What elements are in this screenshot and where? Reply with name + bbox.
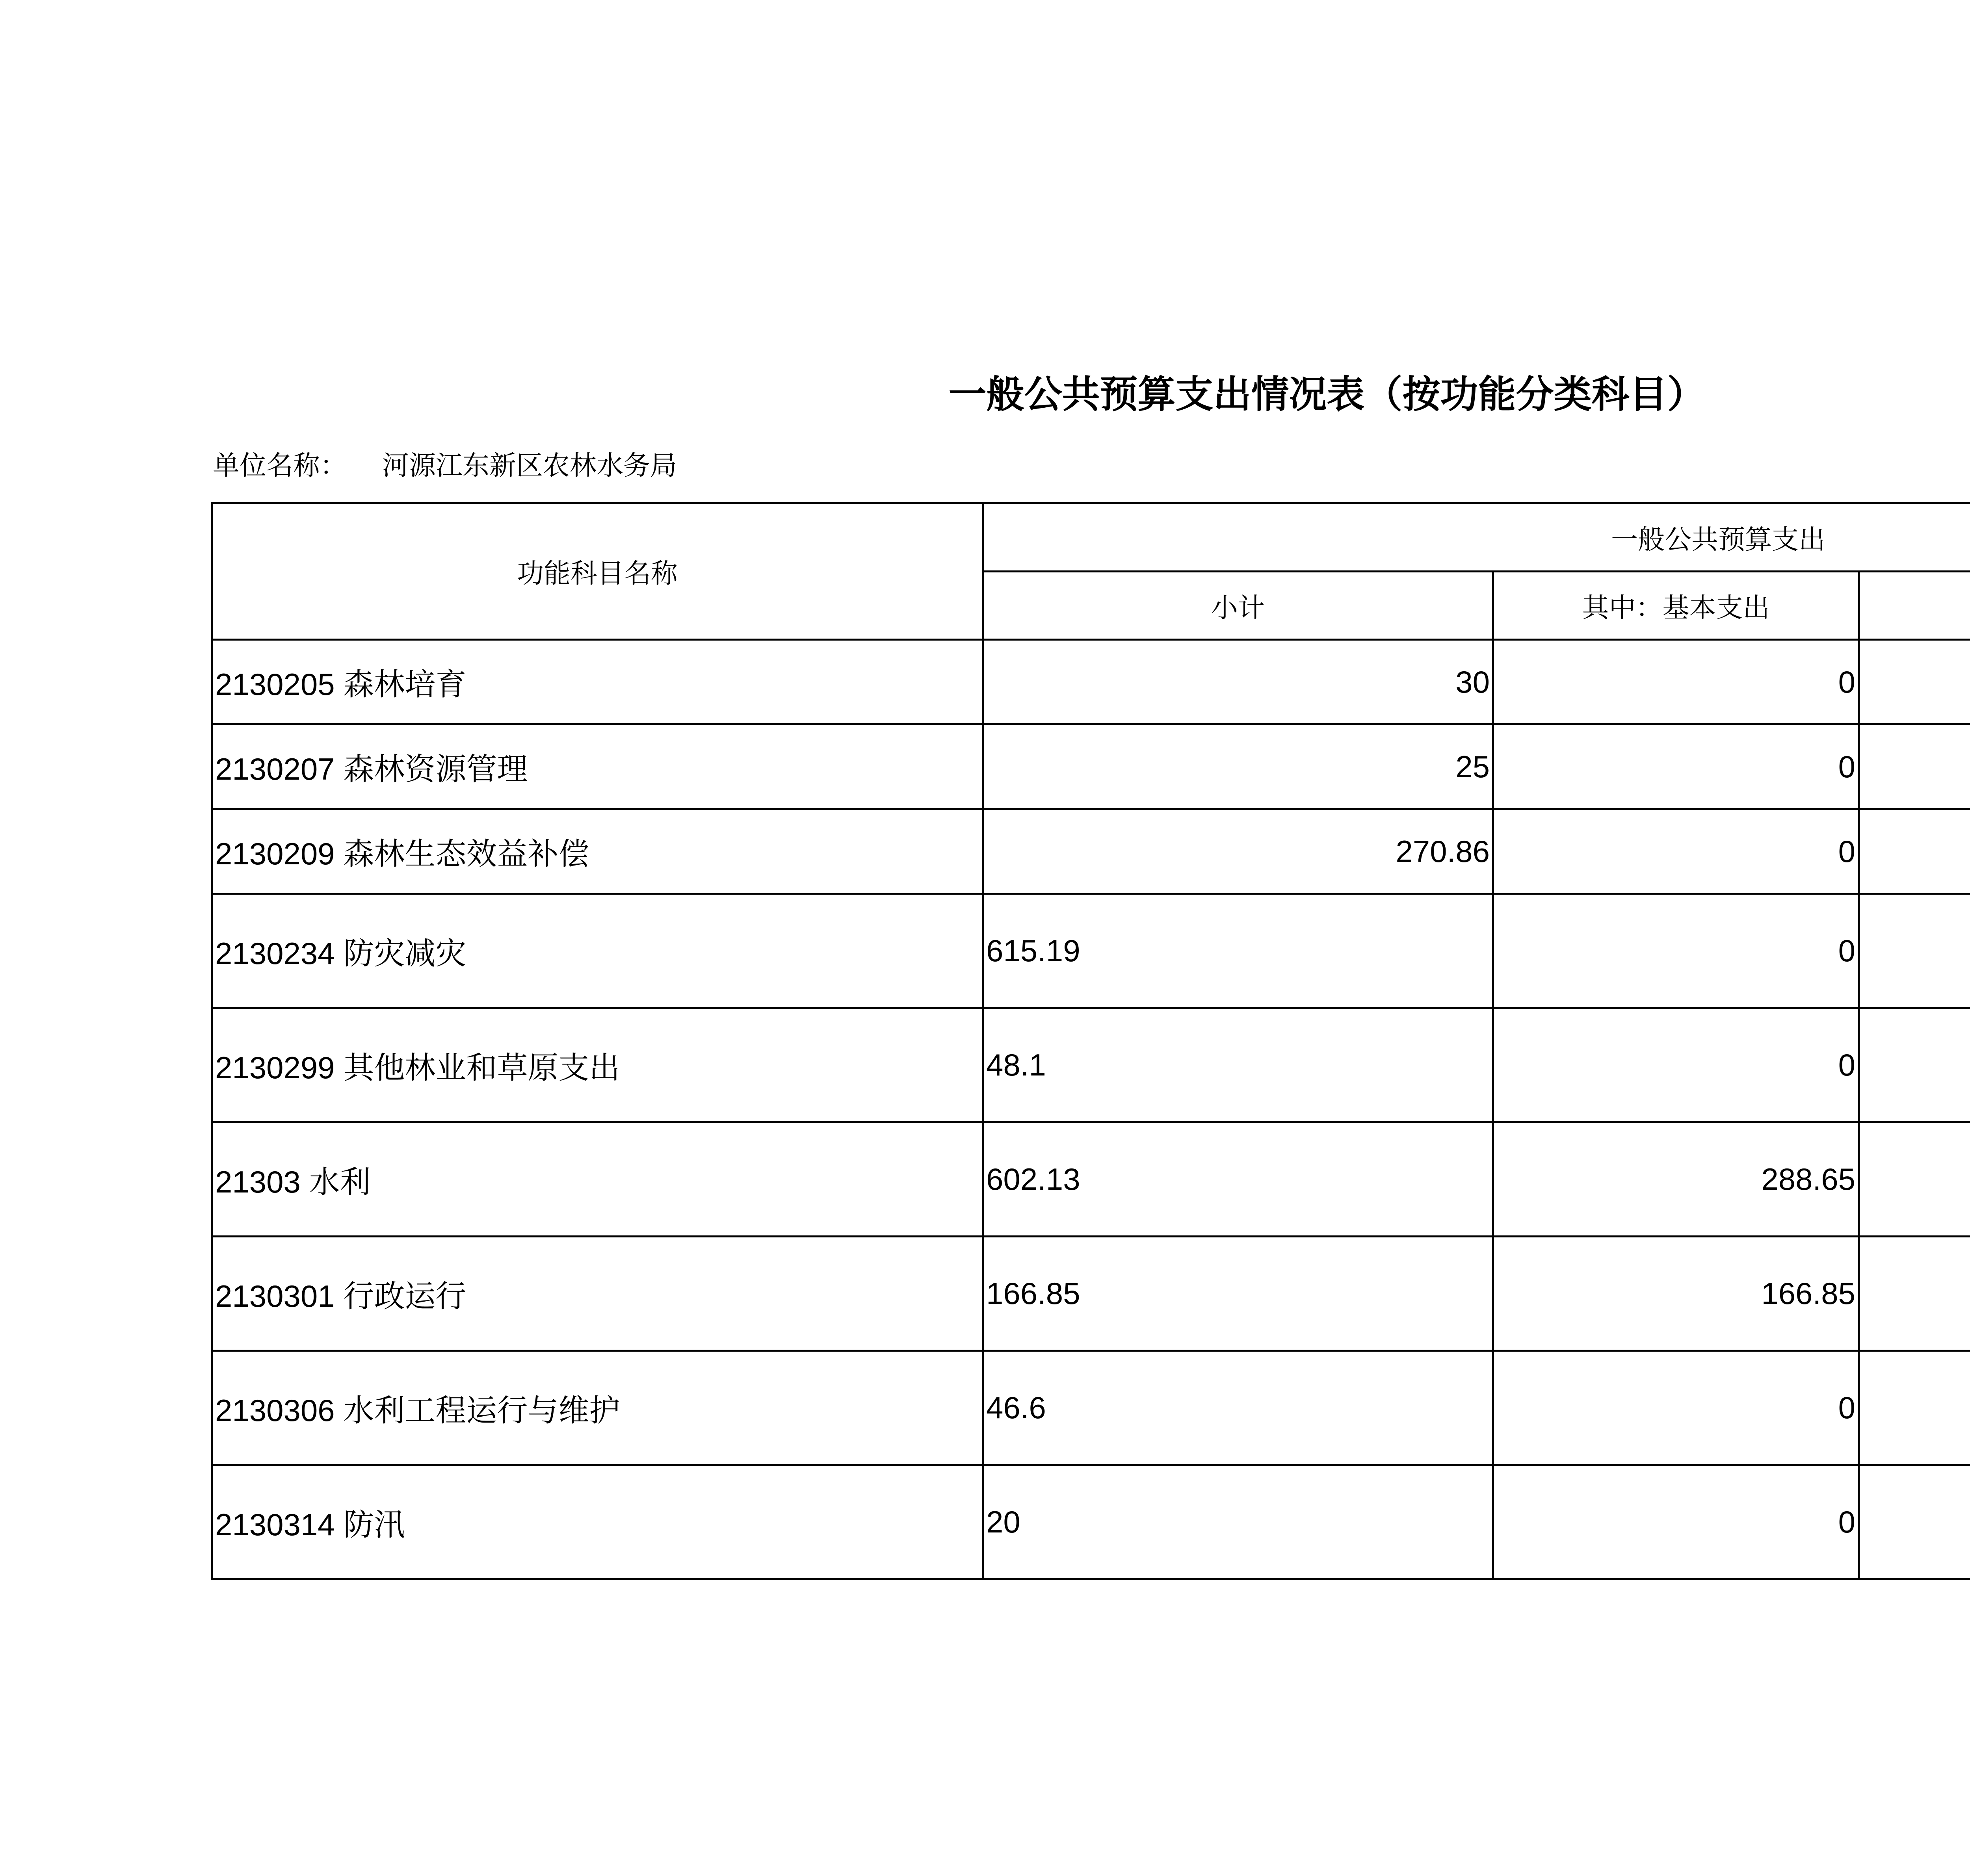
row-name: 2130205 森林培育 [212, 640, 983, 724]
row-project [1859, 894, 1970, 1008]
row-basic: 0 [1493, 724, 1859, 809]
row-name: 2130301 行政运行 [212, 1237, 983, 1351]
row-basic: 0 [1493, 1008, 1859, 1122]
unit-name-label: 单位名称： [213, 450, 347, 481]
row-project [1859, 809, 1970, 894]
row-basic: 288.65 [1493, 1122, 1859, 1237]
row-basic: 0 [1493, 809, 1859, 894]
row-basic: 166.85 [1493, 1237, 1859, 1351]
budget-table [211, 502, 1970, 1580]
page-title: 一般公共预算支出情况表（按功能分类科目） [948, 373, 1705, 416]
row-subtotal: 20 [983, 1465, 1493, 1579]
table-row [212, 1122, 1970, 1237]
row-basic: 0 [1493, 1465, 1859, 1579]
col-header-name: 功能科目名称 [212, 503, 983, 640]
row-project [1859, 1122, 1970, 1237]
row-name: 2130207 森林资源管理 [212, 724, 983, 809]
row-subtotal: 166.85 [983, 1237, 1493, 1351]
row-subtotal: 615.19 [983, 894, 1493, 1008]
row-subtotal: 602.13 [983, 1122, 1493, 1237]
table-row [212, 809, 1970, 894]
row-subtotal: 46.6 [983, 1351, 1493, 1465]
unit-name-value: 河源江东新区农林水务局 [382, 450, 677, 481]
row-subtotal: 48.1 [983, 1008, 1493, 1122]
row-name: 2130314 防汛 [212, 1465, 983, 1579]
row-basic: 0 [1493, 1351, 1859, 1465]
table-row [212, 640, 1970, 724]
row-name: 2130209 森林生态效益补偿 [212, 809, 983, 894]
row-project [1859, 724, 1970, 809]
table-row [212, 894, 1970, 1008]
row-name: 2130234 防灾减灾 [212, 894, 983, 1008]
table-row [212, 724, 1970, 809]
row-basic: 0 [1493, 640, 1859, 724]
row-subtotal: 30 [983, 640, 1493, 724]
row-project [1859, 1465, 1970, 1579]
table-header-row [212, 503, 1970, 572]
row-project [1859, 1351, 1970, 1465]
row-project [1859, 1237, 1970, 1351]
row-name: 2130299 其他林业和草原支出 [212, 1008, 983, 1122]
table-row [212, 1008, 1970, 1122]
row-basic: 0 [1493, 894, 1859, 1008]
row-name: 2130306 水利工程运行与维护 [212, 1351, 983, 1465]
unit-name-line [213, 444, 677, 483]
col-header-basic: 其中：基本支出 [1493, 572, 1859, 640]
row-subtotal: 25 [983, 724, 1493, 809]
col-header-group: 一般公共预算支出 [983, 503, 1970, 572]
row-project [1859, 640, 1970, 724]
table-row [212, 1237, 1970, 1351]
row-name: 21303 水利 [212, 1122, 983, 1237]
col-header-subtotal: 小计 [983, 572, 1493, 640]
row-project [1859, 1008, 1970, 1122]
table-row [212, 1351, 1970, 1465]
col-header-project [1859, 572, 1970, 640]
table-row [212, 1465, 1970, 1579]
row-subtotal: 270.86 [983, 809, 1493, 894]
